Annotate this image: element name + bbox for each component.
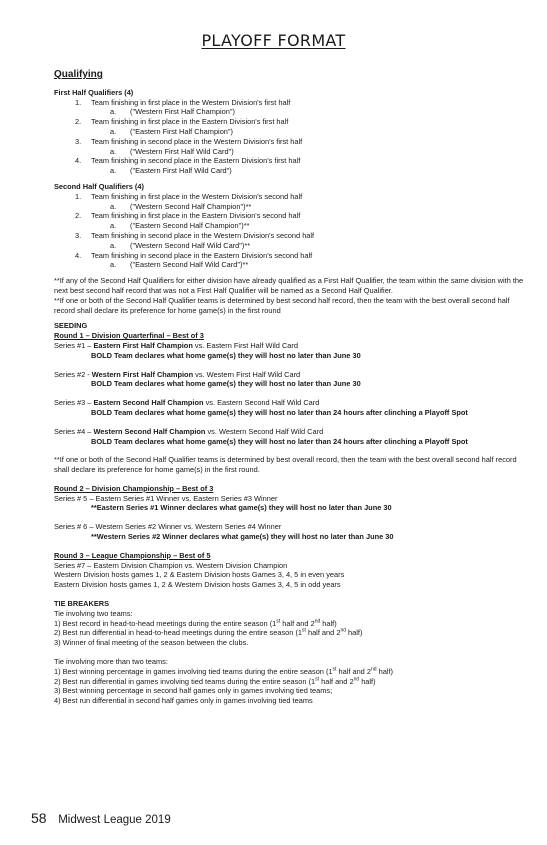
list-subitem-text: ("Eastern Second Half Wild Card")** (130, 260, 249, 270)
round1-note: **If one or both of the Second Half Qualifier teams is determined by best overall record, then the team with the best overall second half record shall declare its preference for home game(s) in the first round. (54, 455, 517, 475)
tie-breaker-rule (54, 638, 524, 648)
list-item (54, 192, 524, 202)
list-item-text: Team finishing in second place in the Eastern Division's second half (91, 250, 313, 260)
list-item-number: 1. (75, 191, 82, 201)
qualifier-note-2: **If one or both of the Second Half Qualifier teams is determined by best second half record, then the team with the best overall second half record shall declare its preference for home game(s) in the first round (54, 295, 510, 315)
rule-text-a: 1) Best record in head-to-head meetings during the entire season (1 (54, 618, 277, 628)
round1-series-list (54, 341, 524, 455)
tie-two-teams-heading: Tie involving two teams: (54, 608, 133, 618)
tie-breaker-rule (54, 686, 524, 696)
series-prefix: Series #1 – (54, 340, 94, 350)
list-item-number: 1. (75, 97, 82, 107)
list-item-number: 3. (75, 136, 82, 146)
list-subitem-text: ("Western First Half Wild Card") (130, 146, 234, 156)
tie-breaker-rule (54, 667, 524, 677)
rule-text-a: 4) Best run differential in second half games only in games involving tied teams (54, 696, 313, 706)
list-item-number: 2. (75, 211, 82, 221)
round3-heading: Round 3 – League Championship – Best of 5 (54, 550, 211, 560)
list-subitem (54, 260, 524, 270)
series-rest: vs. Eastern Second Half Wild Card (203, 398, 320, 408)
rule-sup-1: st (315, 676, 320, 683)
rule-text-a: 2) Best run differential in head-to-head meetings during the entire season (1 (54, 628, 303, 638)
series-rest: vs. Western Second Half Wild Card (205, 426, 324, 436)
list-subitem-text: ("Western First Half Champion") (130, 107, 235, 117)
list-subitem-text: ("Western Second Half Champion")** (130, 201, 252, 211)
list-item-number: 4. (75, 156, 82, 166)
series-rest: vs. Western First Half Wild Card (193, 369, 301, 379)
series-prefix: Series #4 – (54, 426, 94, 436)
rule-text-a: 1) Best winning percentage in games involving tied teams during the entire season (1 (54, 666, 333, 676)
rule-sup-1: st (276, 618, 281, 625)
qualifier-note-1: **If any of the Second Half Qualifiers for either division have already qualified as a First Half Qualifier, the team within the same division with the next best second half record that was not a First Half Qualifier will be named as a Second Half Qualifier. (54, 276, 524, 295)
list-subitem (54, 107, 524, 117)
rule-text-c: half) (359, 676, 376, 686)
rule-text-b: half and 2 (280, 618, 315, 628)
list-item-text: Team finishing in first place in the Western Division's second half (91, 191, 303, 201)
series-line: Series # 5 – Eastern Series #1 Winner vs. Eastern Series #3 Winner (54, 493, 278, 503)
list-subitem (54, 221, 524, 231)
series-note: BOLD Team declares what home game(s) they will host no later than 24 hours after clinching a Playoff Spot (91, 407, 468, 417)
tie-more-teams-list (54, 667, 524, 706)
rule-text-c: half) (320, 618, 337, 628)
round3-line: Eastern Division hosts games 1, 2 & Western Division hosts Games 3, 4, 5 in odd years (54, 580, 341, 590)
document-body (54, 70, 524, 706)
rule-sup-2: nd (353, 676, 360, 683)
list-item (54, 117, 524, 127)
list-subitem-letter: a. (110, 201, 117, 211)
second-half-qualifiers-heading: Second Half Qualifiers (4) (54, 181, 144, 191)
rule-text-a: 3) Winner of final meeting of the season between the clubs. (54, 638, 249, 648)
rule-sup-2: nd (340, 627, 346, 634)
tie-breakers-heading: TIE BREAKERS (54, 599, 110, 609)
list-subitem (54, 241, 524, 251)
first-half-list (54, 98, 524, 176)
tie-breaker-rule (54, 677, 524, 687)
list-item-text: Team finishing in second place in the Western Division's first half (91, 136, 303, 146)
list-item-text: Team finishing in second place in the Western Division's second half (91, 230, 315, 240)
list-subitem (54, 202, 524, 212)
round3-line: Series #7 – Eastern Division Champion vs. Western Division Champion (54, 560, 288, 570)
list-subitem-letter: a. (110, 166, 117, 176)
series-prefix: Series #2 - (54, 369, 92, 379)
series-bold-team: Eastern First Half Champion (93, 340, 193, 350)
list-subitem-text: ("Eastern Second Half Champion")** (130, 221, 250, 231)
series-rest: vs. Eastern First Half Wild Card (192, 340, 298, 350)
list-item (54, 231, 524, 241)
list-subitem (54, 127, 524, 137)
footer-league-name: Midwest League 2019 (58, 814, 171, 826)
rule-text-b: half and 2 (305, 628, 341, 638)
rule-sup-2: nd (314, 618, 321, 625)
series-line (54, 370, 524, 380)
page-footer (31, 810, 171, 826)
list-item (54, 211, 524, 221)
list-item-number: 2. (75, 117, 82, 127)
rule-text-b: half and 2 (319, 676, 354, 686)
rule-sup-1: st (302, 627, 306, 634)
list-subitem-letter: a. (110, 260, 117, 270)
list-subitem-text: ("Eastern First Half Champion") (130, 126, 233, 136)
series-bold-team: Eastern Second Half Champion (93, 398, 204, 408)
rule-sup-2: nd (370, 666, 377, 673)
list-item-text: Team finishing in first place in the Eastern Division's first half (91, 117, 289, 127)
round2-series-list (54, 494, 524, 542)
series-bold-team: Western Second Half Champion (93, 426, 206, 436)
list-subitem (54, 147, 524, 157)
rule-text-c: half) (376, 666, 393, 676)
list-item-text: Team finishing in first place in the Western Division's first half (91, 97, 291, 107)
list-subitem (54, 166, 524, 176)
tie-more-teams-heading: Tie involving more than two teams: (54, 657, 168, 667)
round2-heading: Round 2 – Division Championship – Best of 3 (54, 483, 214, 493)
round1-heading: Round 1 – Division Quarterfinal – Best of 3 (54, 331, 204, 341)
rule-sup-1: st (332, 666, 337, 673)
page-number: 58 (31, 810, 47, 826)
list-item-text: Team finishing in first place in the Eastern Division's second half (91, 211, 301, 221)
series-note: **Eastern Series #1 Winner declares what game(s) they will host no later than June 30 (91, 503, 392, 513)
round3-lines (54, 561, 524, 590)
list-item-number: 4. (75, 250, 82, 260)
series-note: BOLD Team declares what home game(s) they will host no later than 24 hours after clinching a Playoff Spot (91, 436, 468, 446)
list-subitem-letter: a. (110, 107, 117, 117)
second-half-list (54, 192, 524, 270)
list-item (54, 98, 524, 108)
list-item (54, 156, 524, 166)
series-line: Series # 6 – Western Series #2 Winner vs. Western Series #4 Winner (54, 522, 282, 532)
list-item-number: 3. (75, 230, 82, 240)
list-item-text: Team finishing in second place in the Eastern Division's first half (91, 156, 301, 166)
list-subitem-text: ("Western Second Half Wild Card")** (130, 240, 251, 250)
series-note: **Western Series #2 Winner declares what game(s) they will host no later than June 30 (91, 532, 394, 542)
tie-two-teams-list (54, 619, 524, 648)
page-title: PLAYOFF FORMAT (201, 31, 346, 50)
list-subitem-text: ("Eastern First Half Wild Card") (130, 166, 232, 176)
list-item (54, 137, 524, 147)
tie-breaker-rule (54, 696, 524, 706)
qualifying-heading: Qualifying (54, 69, 103, 80)
rule-text-a: 2) Best run differential in games involving tied teams during the entire season (1 (54, 676, 316, 686)
list-subitem-letter: a. (110, 146, 117, 156)
series-line (54, 427, 524, 437)
series-prefix: Series #3 – (54, 398, 94, 408)
list-subitem-letter: a. (110, 240, 117, 250)
seeding-heading: SEEDING (54, 321, 88, 331)
list-item (54, 251, 524, 261)
rule-text-c: half) (346, 628, 363, 638)
round3-line: Western Division hosts games 1, 2 & Eastern Division hosts Games 3, 4, 5 in even years (54, 570, 345, 580)
first-half-qualifiers-heading: First Half Qualifiers (4) (54, 87, 134, 97)
series-note: BOLD Team declares what home game(s) they will host no later than June 30 (91, 379, 361, 389)
list-subitem-letter: a. (110, 221, 117, 231)
rule-text-b: half and 2 (336, 666, 371, 676)
rule-text-a: 3) Best winning percentage in second half games only in games involving tied teams; (54, 686, 333, 696)
list-subitem-letter: a. (110, 126, 117, 136)
series-note: BOLD Team declares what home game(s) they will host no later than June 30 (91, 350, 361, 360)
tie-breaker-rule (54, 619, 524, 629)
series-line (54, 398, 524, 408)
series-line (54, 341, 524, 351)
tie-breaker-rule (54, 628, 524, 638)
series-bold-team: Western First Half Champion (91, 369, 194, 379)
